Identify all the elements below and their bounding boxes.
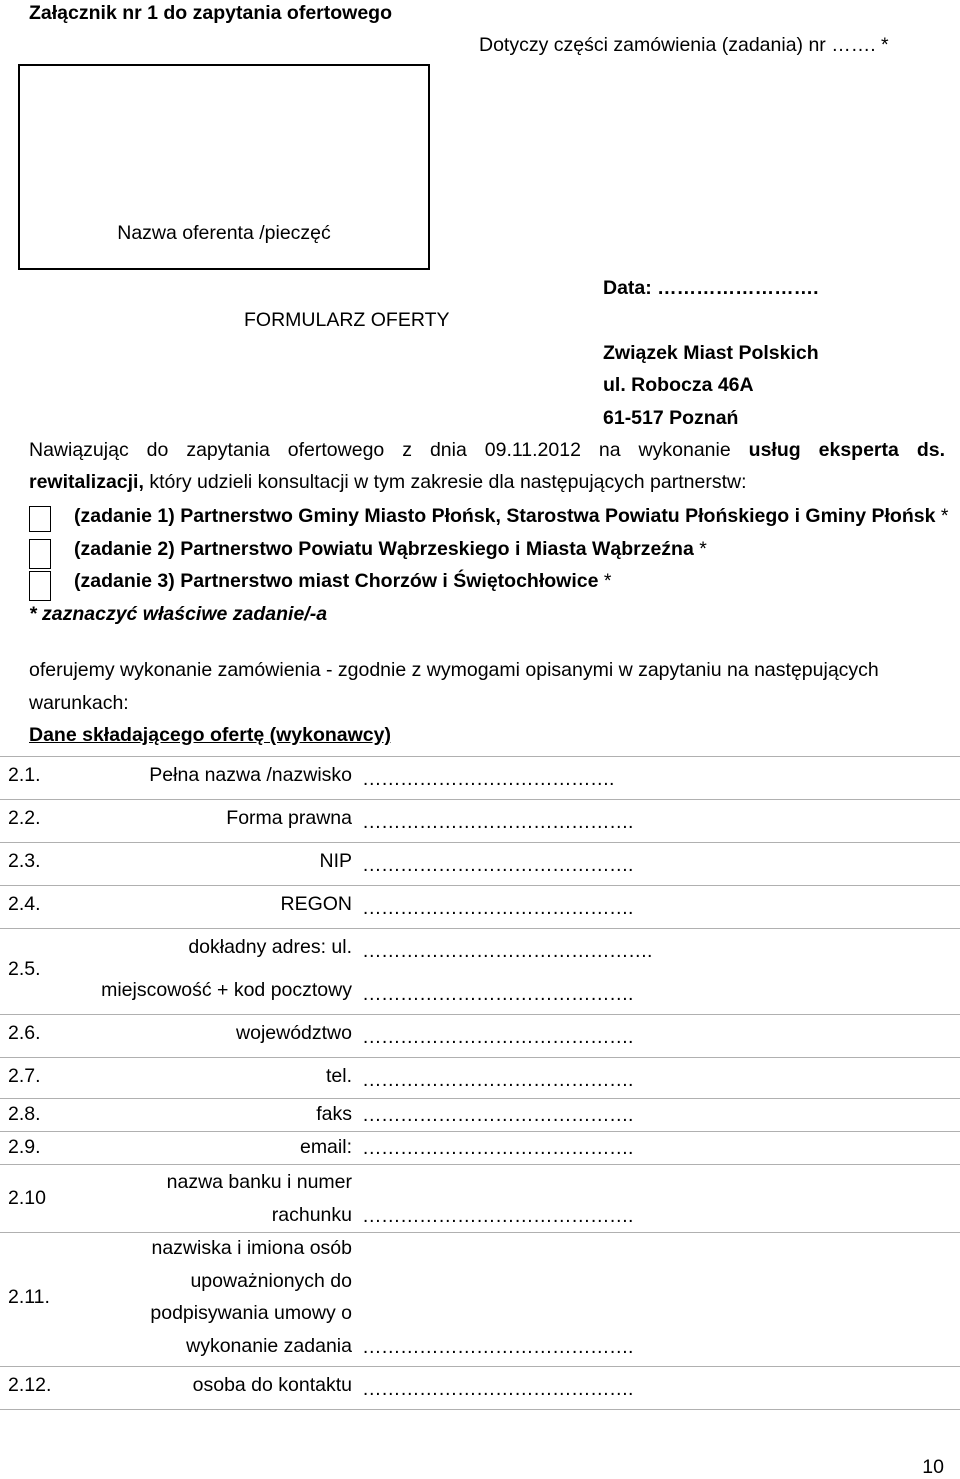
row-divider — [0, 756, 960, 757]
part-note: Dotyczy części zamówienia (zadania) nr ……. * — [479, 34, 889, 56]
field-number: 2.6. — [8, 1022, 41, 1044]
field-input-nip[interactable]: ……………………………………. — [362, 854, 633, 876]
page-number: 10 — [922, 1456, 944, 1478]
field-input-fax[interactable]: ……………………………………. — [362, 1104, 633, 1126]
field-number: 2.4. — [8, 893, 41, 915]
field-label-street: dokładny adres: ul. — [188, 936, 352, 958]
intro-bold-rewitalizacji: rewitalizacji, — [29, 471, 144, 493]
row-divider — [0, 1366, 960, 1367]
row-divider — [0, 1131, 960, 1132]
stamp-box — [18, 64, 430, 270]
field-label-city-postcode: miejscowość + kod pocztowy — [101, 979, 352, 1001]
field-label-authorized-2: upoważnionych do — [190, 1270, 352, 1292]
offer-line2: warunkach: — [29, 692, 129, 714]
intro-text: Nawiązując do zapytania ofertowego z dnia 09.11.2012 na wykonanie — [29, 439, 731, 461]
field-input-phone[interactable]: ……………………………………. — [362, 1069, 633, 1091]
row-divider — [0, 842, 960, 843]
field-input-contact-person[interactable]: ……………………………………. — [362, 1378, 633, 1400]
intro-text-2: który udzieli konsultacji w tym zakresie dla następujących partnerstw: — [149, 471, 747, 493]
field-label-phone: tel. — [325, 1065, 352, 1087]
field-label-authorized-4: wykonanie zadania — [186, 1335, 352, 1357]
addressee-line3: 61-517 Poznań — [603, 407, 739, 429]
row-divider — [0, 1014, 960, 1015]
attachment-title: Załącznik nr 1 do zapytania ofertowego — [29, 2, 392, 24]
field-number: 2.3. — [8, 850, 41, 872]
field-label-authorized-1: nazwiska i imiona osób — [151, 1237, 352, 1259]
field-number: 2.11. — [8, 1286, 50, 1308]
offer-line1: oferujemy wykonanie zamówienia - zgodnie z wymogami opisanymi w zapytaniu na następujących — [29, 659, 879, 681]
field-number: 2.9. — [8, 1136, 41, 1158]
field-number: 2.2. — [8, 807, 41, 829]
field-label-full-name: Pełna nazwa /nazwisko — [149, 764, 352, 786]
stamp-caption: Nazwa oferenta /pieczęć — [117, 222, 331, 244]
field-label-bank-2: rachunku — [271, 1204, 352, 1226]
field-number: 2.12. — [8, 1374, 52, 1396]
field-input-street[interactable]: ………………………………………. — [362, 940, 652, 962]
field-label-authorized-3: podpisywania umowy o — [150, 1302, 352, 1324]
task2-label: (zadanie 2) Partnerstwo Powiatu Wąbrzeskiego i Miasta Wąbrzeźna * — [74, 538, 707, 560]
intro-line2 — [29, 471, 746, 494]
field-label-regon: REGON — [280, 893, 352, 915]
form-title: FORMULARZ OFERTY — [244, 309, 450, 331]
task1-label: (zadanie 1) Partnerstwo Gminy Miasto Płońsk, Starostwa Powiatu Płońskiego i Gminy Płońsk * — [74, 505, 949, 527]
field-label-legal-form: Forma prawna — [226, 807, 352, 829]
row-divider — [0, 1232, 960, 1233]
row-divider — [0, 1164, 960, 1165]
field-number: 2.7. — [8, 1065, 41, 1087]
intro-line1 — [29, 439, 945, 462]
row-divider — [0, 928, 960, 929]
date-line: Data: ……………………. — [603, 277, 819, 299]
task3-checkbox[interactable] — [29, 571, 51, 601]
task3-label: (zadanie 3) Partnerstwo miast Chorzów i Świętochłowice * — [74, 570, 612, 592]
field-number: 2.10 — [8, 1187, 46, 1209]
addressee-line1: Związek Miast Polskich — [603, 342, 819, 364]
field-number: 2.5. — [8, 958, 41, 980]
tasks-note: * zaznaczyć właściwe zadanie/-a — [29, 603, 328, 625]
row-divider — [0, 885, 960, 886]
field-label-nip: NIP — [319, 850, 352, 872]
row-divider — [0, 799, 960, 800]
field-label-fax: faks — [316, 1103, 352, 1125]
field-number: 2.8. — [8, 1103, 41, 1125]
field-label-contact-person: osoba do kontaktu — [192, 1374, 352, 1396]
field-input-bank[interactable]: ……………………………………. — [362, 1205, 633, 1227]
task1-checkbox[interactable] — [29, 506, 51, 532]
field-input-city-postcode[interactable]: ……………………………………. — [362, 983, 633, 1005]
intro-bold-service: usług eksperta ds. — [748, 439, 945, 461]
field-input-voivodeship[interactable]: ……………………………………. — [362, 1026, 633, 1048]
section-heading: Dane składającego ofertę (wykonawcy) — [29, 724, 391, 746]
field-label-voivodeship: województwo — [236, 1022, 352, 1044]
task2-checkbox[interactable] — [29, 539, 51, 569]
field-input-authorized[interactable]: ……………………………………. — [362, 1336, 633, 1358]
row-divider — [0, 1409, 960, 1410]
row-divider — [0, 1057, 960, 1058]
field-label-bank: nazwa banku i numer — [166, 1171, 352, 1193]
row-divider — [0, 1098, 960, 1099]
field-input-legal-form[interactable]: ……………………………………. — [362, 811, 633, 833]
field-input-full-name[interactable]: …………………………………. — [362, 768, 614, 790]
field-label-email: email: — [299, 1136, 352, 1158]
addressee-line2: ul. Robocza 46A — [603, 374, 754, 396]
field-number: 2.1. — [8, 764, 41, 786]
field-input-regon[interactable]: ……………………………………. — [362, 897, 633, 919]
field-input-email[interactable]: ……………………………………. — [362, 1137, 633, 1159]
